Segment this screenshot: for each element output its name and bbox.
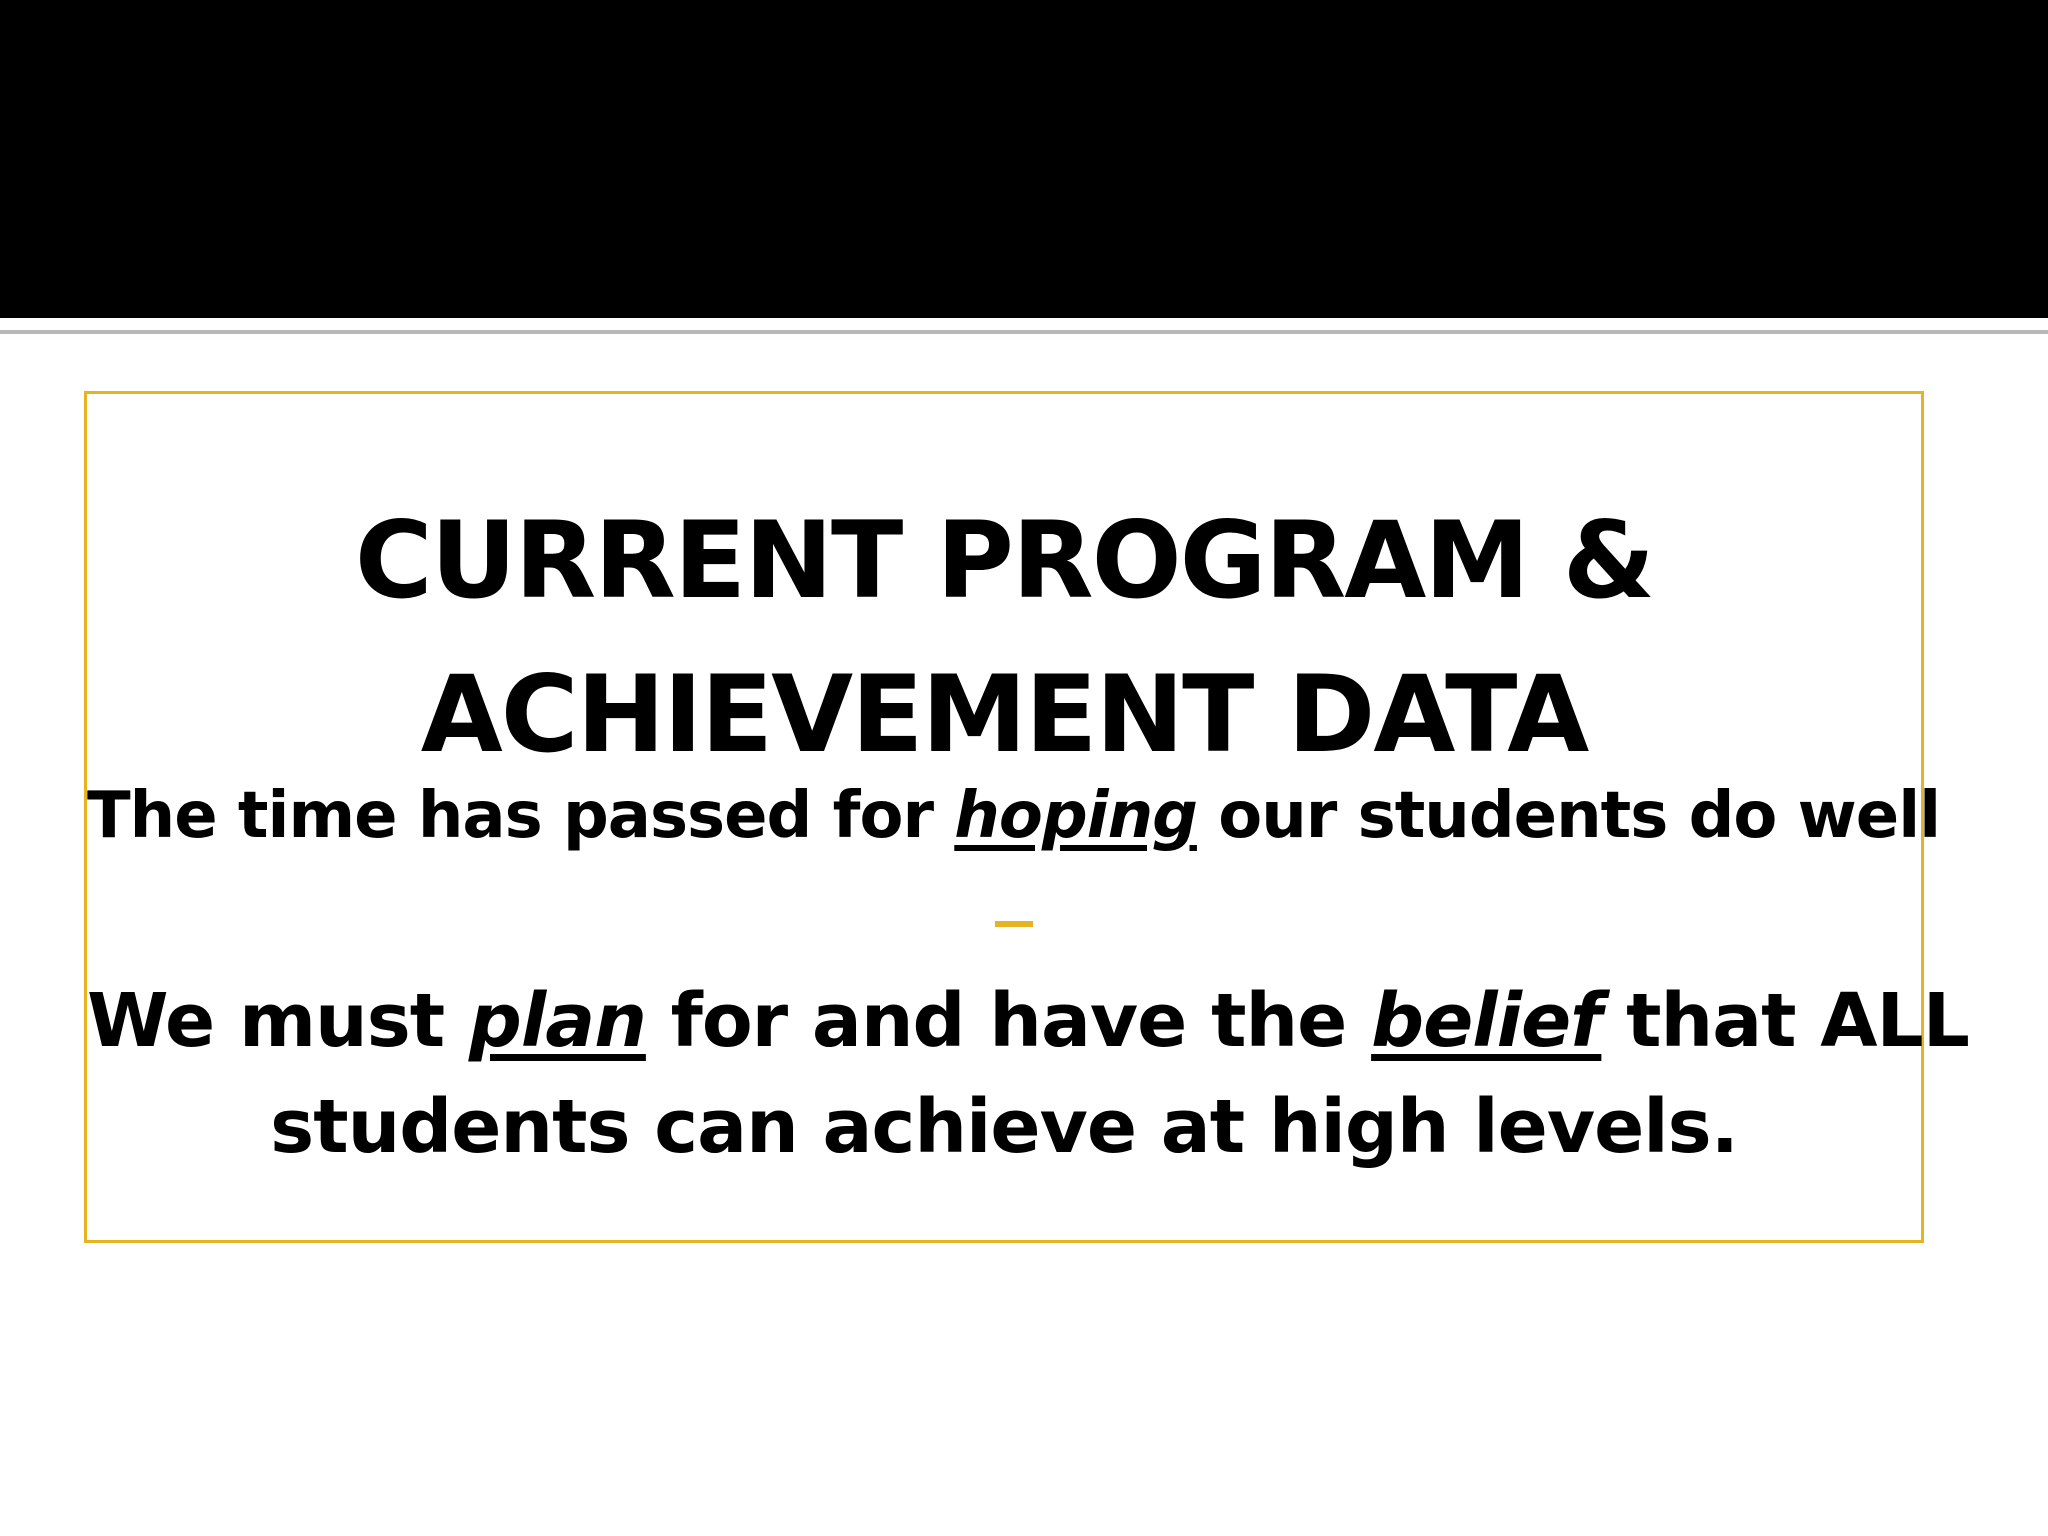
belief-statement (87, 968, 1969, 1180)
emphasis-plan: plan (468, 978, 646, 1064)
slide-title (87, 484, 1921, 792)
belief-line-middle: for and have the (645, 978, 1372, 1064)
content-frame (84, 391, 1969, 1243)
hoping-sentence-end: our students do well (1196, 779, 1941, 853)
belief-line-start: We must (87, 978, 469, 1064)
belief-statement-line-2: students can achieve at high levels. (270, 1084, 1738, 1170)
title-line-1: CURRENT PROGRAM & (354, 499, 1654, 622)
hoping-sentence (87, 776, 1941, 856)
emphasis-belief: belief (1371, 978, 1602, 1064)
accent-dash (995, 921, 1033, 927)
belief-line-end: that ALL (1601, 978, 1969, 1064)
gray-divider-line (0, 330, 2048, 334)
title-line-2: ACHIEVEMENT DATA (420, 653, 1588, 776)
emphasis-hoping: hoping (954, 779, 1197, 853)
hoping-sentence-start: The time has passed for (87, 779, 955, 853)
top-black-band (0, 0, 2048, 318)
belief-statement-line-1 (87, 968, 1969, 1074)
